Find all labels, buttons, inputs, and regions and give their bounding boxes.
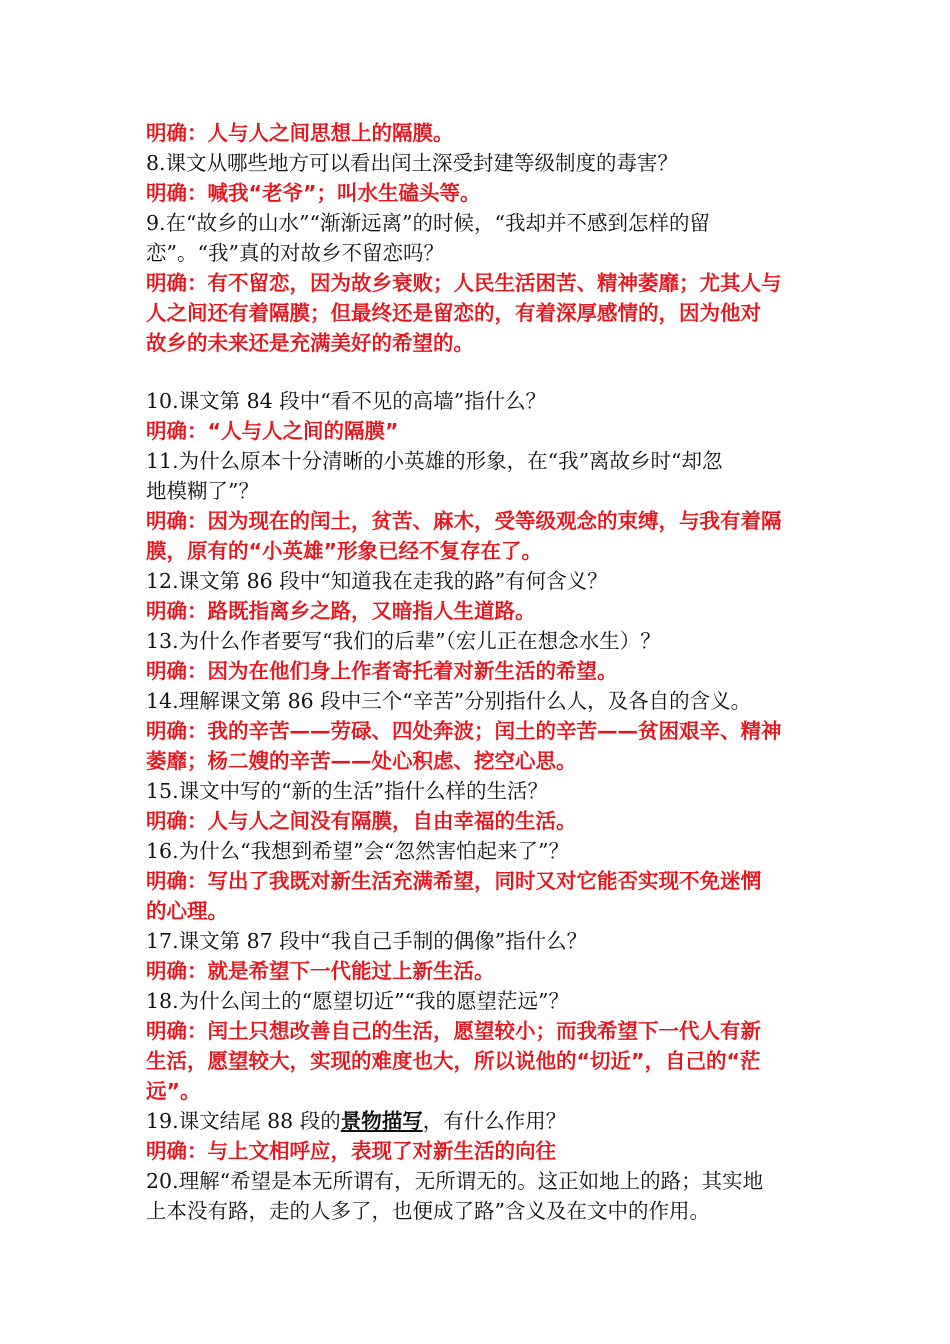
question-line: 11.为什么原本十分清晰的小英雄的形象，在“我”离故乡时“却忽 <box>146 449 723 473</box>
answer-line: 明确：闰土只想改善自己的生活，愿望较小；而我希望下一代人有新 <box>146 1019 761 1043</box>
question-text: ，有什么作用？ <box>422 1109 567 1133</box>
question-line: 地模糊了”？ <box>146 479 259 503</box>
question-line: 16.为什么“我想到希望”会“忽然害怕起来了”？ <box>146 839 570 863</box>
question-line: 17.课文第 87 段中“我自己手制的偶像”指什么？ <box>146 929 588 953</box>
question-line <box>146 1106 810 1136</box>
document-page <box>146 118 810 1226</box>
answer-line: 人之间还有着隔膜；但最终还是留恋的，有着深厚感情的，因为他对 <box>146 301 761 325</box>
question-line: 9.在“故乡的山水”“渐渐远离”的时候，“我却并不感到怎样的留 <box>146 211 710 235</box>
answer-line: 明确：有不留恋，因为故乡衰败；人民生活困苦、精神萎靡；尤其人与 <box>146 271 782 295</box>
answer-line: 明确：路既指离乡之路，又暗指人生道路。 <box>146 599 536 623</box>
answer-line: 的心理。 <box>146 899 228 923</box>
question-line: 上本没有路，走的人多了，也便成了路”含义及在文中的作用。 <box>146 1199 710 1223</box>
question-line: 恋”。“我”真的对故乡不留恋吗？ <box>146 241 444 265</box>
question-line: 15.课文中写的“新的生活”指什么样的生活？ <box>146 779 549 803</box>
question-line: 14.理解课文第 86 段中三个“辛苦”分别指什么人，及各自的含义。 <box>146 689 752 713</box>
answer-line: 明确：喊我“老爷”；叫水生磕头等。 <box>146 181 481 205</box>
question-line: 8.课文从哪些地方可以看出闰土深受封建等级制度的毒害？ <box>146 151 679 175</box>
question-line: 10.课文第 84 段中“看不见的高墙”指什么？ <box>146 389 547 413</box>
question-text: 19.课文结尾 88 段的 <box>146 1109 341 1133</box>
answer-line: 明确：人与人之间思想上的隔膜。 <box>146 121 454 145</box>
underlined-term: 景物描写 <box>340 1109 423 1133</box>
question-line: 12.课文第 86 段中“知道我在走我的路”有何含义？ <box>146 569 608 593</box>
answer-line: 明确：写出了我既对新生活充满希望，同时又对它能否实现不免迷惘 <box>146 869 761 893</box>
blank-line <box>146 358 810 386</box>
answer-line: 明确：因为在他们身上作者寄托着对新生活的希望。 <box>146 659 618 683</box>
answer-line: 明确：我的辛苦——劳碌、四处奔波；闰土的辛苦——贫困艰辛、精神 <box>146 719 782 743</box>
answer-line: 生活，愿望较大，实现的难度也大，所以说他的“切近”，自己的“茫 <box>146 1049 761 1073</box>
answer-line: 远”。 <box>146 1079 201 1103</box>
answer-line: 萎靡；杨二嫂的辛苦——处心积虑、挖空心思。 <box>146 749 577 773</box>
answer-line: 明确：就是希望下一代能过上新生活。 <box>146 959 495 983</box>
answer-line: 明确：“人与人之间的隔膜” <box>146 419 399 443</box>
answer-line: 故乡的未来还是充满美好的希望的。 <box>146 331 474 355</box>
answer-line: 膜，原有的“小英雄”形象已经不复存在了。 <box>146 539 542 563</box>
answer-line: 明确：因为现在的闰土，贫苦、麻木，受等级观念的束缚，与我有着隔 <box>146 509 782 533</box>
question-line: 13.为什么作者要写“我们的后辈”（宏儿正在想念水生）？ <box>146 629 661 653</box>
question-line: 20.理解“希望是本无所谓有，无所谓无的。这正如地上的路；其实地 <box>146 1169 764 1193</box>
answer-line: 明确：人与人之间没有隔膜，自由幸福的生活。 <box>146 809 577 833</box>
answer-line: 明确：与上文相呼应，表现了对新生活的向往 <box>146 1139 556 1163</box>
question-line: 18.为什么闰土的“愿望切近”“我的愿望茫远”？ <box>146 989 570 1013</box>
